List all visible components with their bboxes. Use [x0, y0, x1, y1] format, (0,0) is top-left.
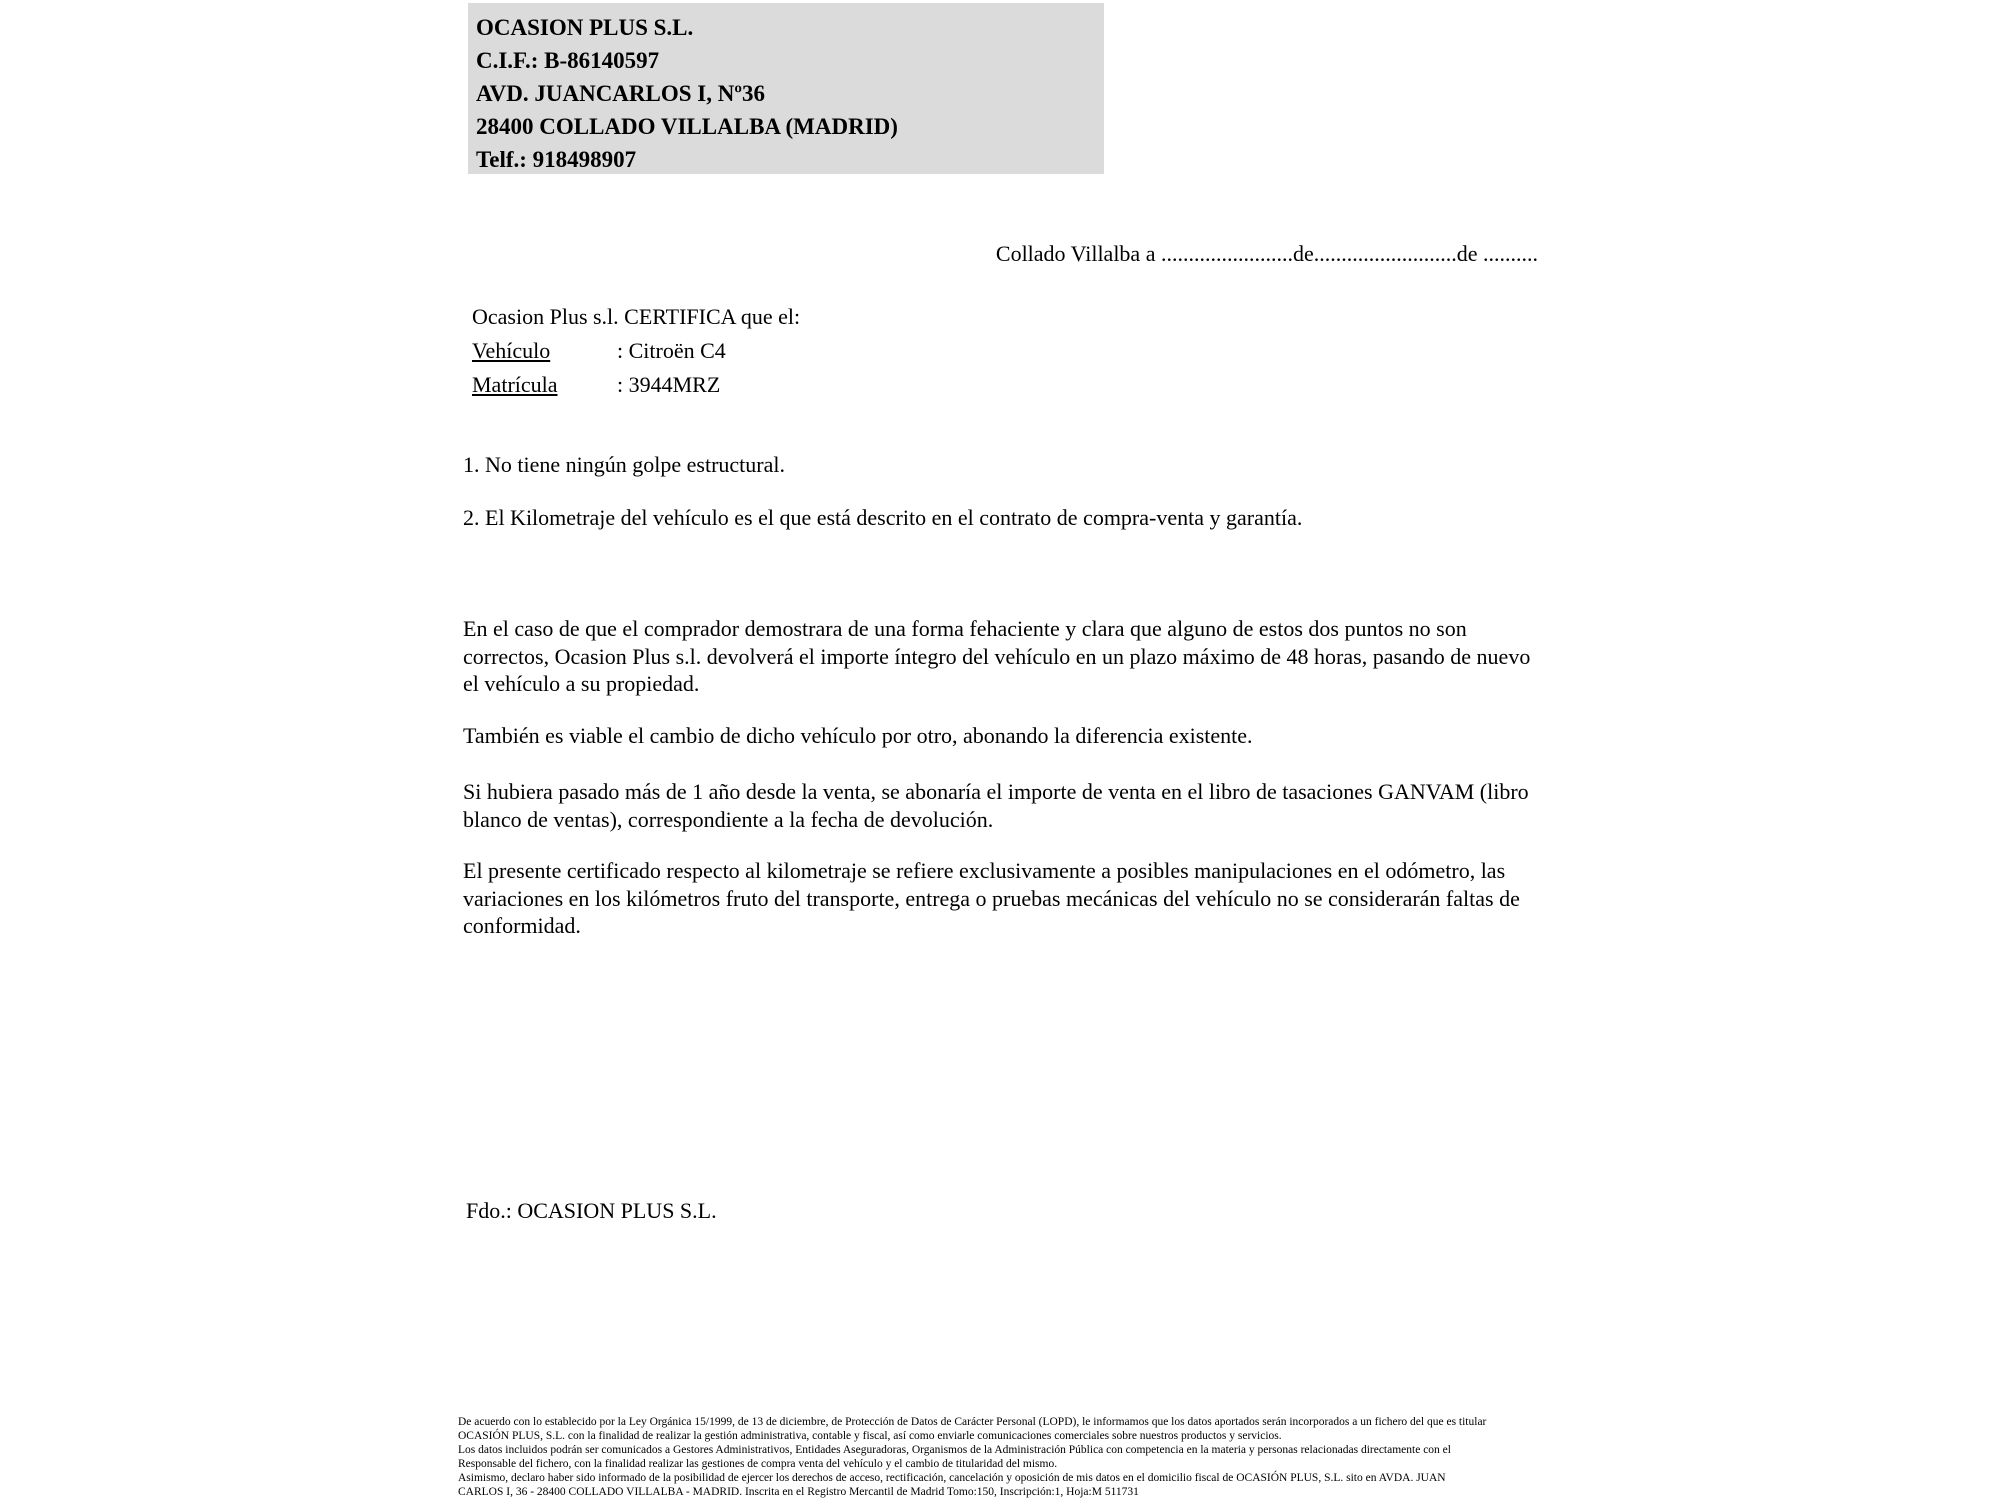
- certification-block: [472, 300, 800, 402]
- certification-intro: Ocasion Plus s.l. CERTIFICA que el:: [472, 304, 801, 329]
- certified-point-1: 1. No tiene ningún golpe estructural.: [463, 452, 785, 477]
- legal-line: Asimismo, declaro haber sido informado de la posibilidad de ejercer los derechos de acceso, rectificación, cancelación y oposición de mis datos en el domicilio fiscal de OCASIÓN PLUS, S.L. sito en AVDA. JUAN: [458, 1471, 1446, 1484]
- vehicle-field-row: [472, 334, 800, 368]
- certified-point-2: 2. El Kilometraje del vehículo es el que está descrito en el contrato de compra-venta y garantía.: [463, 505, 1303, 530]
- legal-line: Los datos incluidos podrán ser comunicados a Gestores Administrativos, Entidades Aseguradoras, Organismos de la Administración Pública con competencia en la materia y personas relacionadas directamente con el: [458, 1443, 1451, 1456]
- paragraph-exchange-option: También es viable el cambio de dicho vehículo por otro, abonando la diferencia existente.: [463, 723, 1253, 748]
- paragraph-ganvam-valuation: Si hubiera pasado más de 1 año desde la venta, se abonaría el importe de venta en el libro de tasaciones GANVAM (libro blanco de ventas), correspondiente a la fecha de devolución.: [463, 779, 1529, 832]
- date-line: Collado Villalba a ........................de..........................de ..........: [995, 241, 1538, 266]
- company-cif: C.I.F.: B-86140597: [476, 48, 660, 73]
- company-city: 28400 COLLADO VILLALBA (MADRID): [476, 114, 898, 139]
- legal-line: OCASIÓN PLUS, S.L. con la finalidad de realizar la gestión administrativa, contable y fiscal, así como enviarle comunicaciones comerciales sobre nuestros productos y servicios.: [458, 1429, 1282, 1442]
- plate-field-label: Matrícula: [472, 372, 558, 397]
- vehicle-field-label: Vehículo: [472, 338, 551, 363]
- paragraph-refund-policy: En el caso de que el comprador demostrara de una forma fehaciente y clara que alguno de estos dos puntos no son correctos, Ocasion Plus s.l. devolverá el importe íntegro del vehículo en un plazo máximo de 48 horas, pasando de nuevo el vehículo a su propiedad.: [463, 616, 1531, 696]
- legal-fine-print: [458, 1416, 1548, 1499]
- legal-line: Responsable del fichero, con la finalidad realizar las gestiones de compra venta del vehículo y el cambio de titularidad del mismo.: [458, 1457, 1058, 1470]
- company-address: AVD. JUANCARLOS I, Nº36: [476, 81, 765, 106]
- company-phone: Telf.: 918498907: [476, 147, 637, 172]
- company-name: OCASION PLUS S.L.: [476, 15, 694, 40]
- company-header-box: [468, 3, 1104, 174]
- paragraph-odometer-disclaimer: El presente certificado respecto al kilometraje se refiere exclusivamente a posibles manipulaciones en el odómetro, las variaciones en los kilómetros fruto del transporte, entrega o pruebas mecánicas del vehículo no se considerarán faltas de conformidad.: [463, 858, 1520, 938]
- plate-field-value: : 3944MRZ: [617, 372, 721, 397]
- legal-line: De acuerdo con lo establecido por la Ley Orgánica 15/1999, de 13 de diciembre, de Protección de Datos de Carácter Personal (LOPD), le informamos que los datos aportados serán incorporados a un fichero del que es titular: [458, 1416, 1487, 1428]
- vehicle-field-value: : Citroën C4: [617, 338, 726, 363]
- legal-line: CARLOS I, 36 - 28400 COLLADO VILLALBA - MADRID. Inscrita en el Registro Mercantil de Madrid Tomo:150, Inscripción:1, Hoja:M 511731: [458, 1485, 1139, 1498]
- plate-field-row: [472, 368, 800, 402]
- signature-line: Fdo.: OCASION PLUS S.L.: [466, 1198, 717, 1223]
